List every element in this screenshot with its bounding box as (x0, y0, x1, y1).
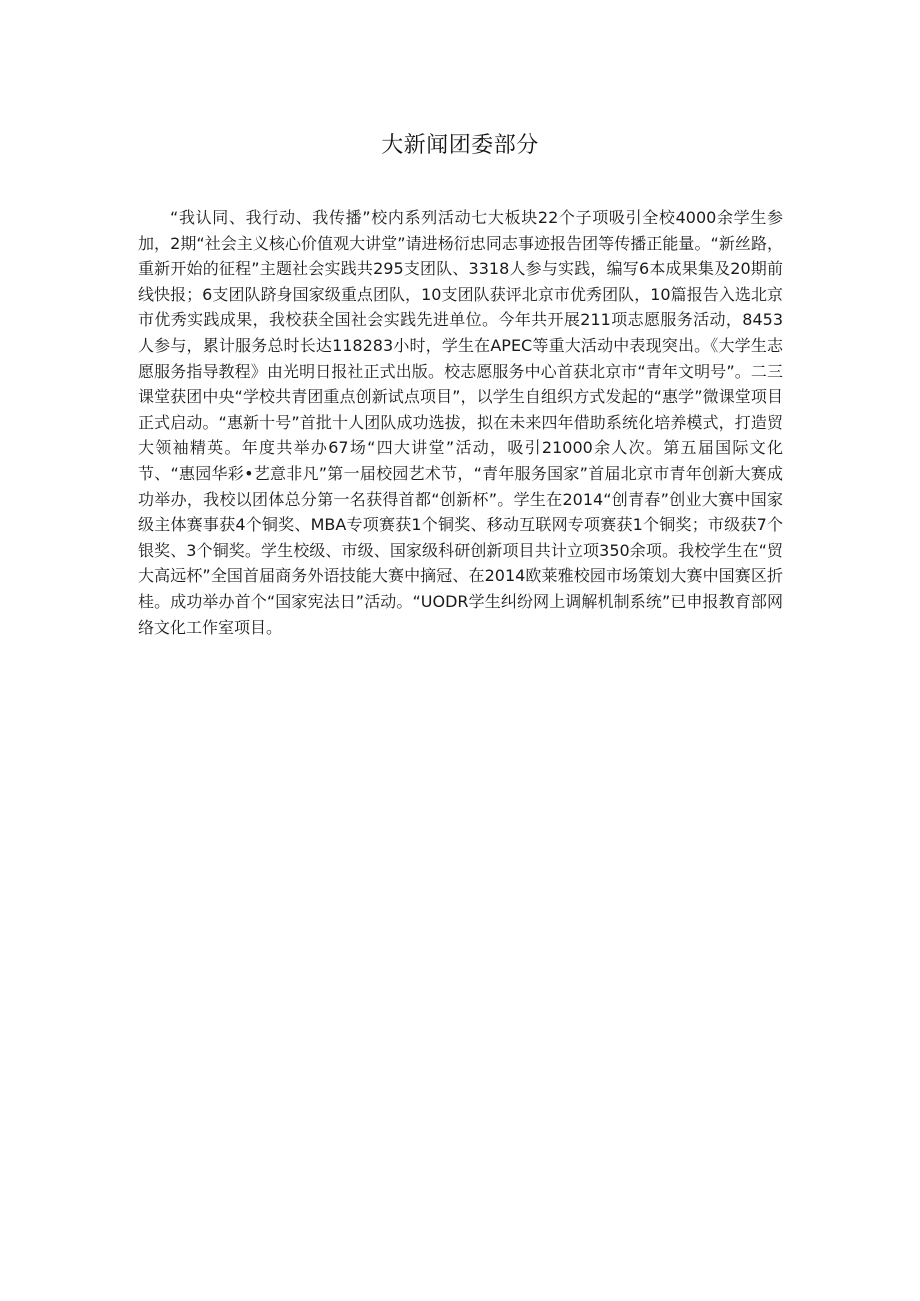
document-title: 大新闻团委部分 (381, 133, 539, 158)
document-paragraph: “我认同、我行动、我传播”校内系列活动七大板块22个子项吸引全校4000余学生参加，2期“社会主义核心价值观大讲堂”请进杨衍忠同志事迹报告团等传播正能量。“新丝路，重新开始的征程”主题社会实践共295支团队、3318人参与实践，编写6本成果集及20期前线快报；6支团队跻身国家级重点团队，10支团队获评北京市优秀团队，10篇报告入选北京市优秀实践成果，我校获全国社会实践先进单位。今年共开展211项志愿服务活动，8453人参与，累计服务总时长达118283小时，学生在APEC等重大活动中表现突出。《大学生志愿服务指导教程》由光明日报社正式出版。校志愿服务中心首获北京市“青年文明号”。二三课堂获团中央“学校共青团重点创新试点项目”，以学生自组织方式发起的“惠学”微课堂项目正式启动。“惠新十号”首批十人团队成功选拔，拟在未来四年借助系统化培养模式，打造贸大领袖精英。年度共举办67场“四大讲堂”活动，吸引21000余人次。第五届国际文化节、“惠园华彩•艺意非凡”第一届校园艺术节，“青年服务国家”首届北京市青年创新大赛成功举办，我校以团体总分第一名获得首都“创新杯”。学生在2014“创青春”创业大赛中国家级主体赛事获4个铜奖、MBA专项赛获1个铜奖、移动互联网专项赛获1个铜奖；市级获7个银奖、3个铜奖。学生校级、市级、国家级科研创新项目共计立项350余项。我校学生在“贸大高远杯”全国首届商务外语技能大赛中摘冠、在2014欧莱雅校园市场策划大赛中国赛区折桂。成功举办首个“国家宪法日”活动。“UODR学生纠纷网上调解机制系统”已申报教育部网络文化工作室项目。 (138, 208, 783, 637)
